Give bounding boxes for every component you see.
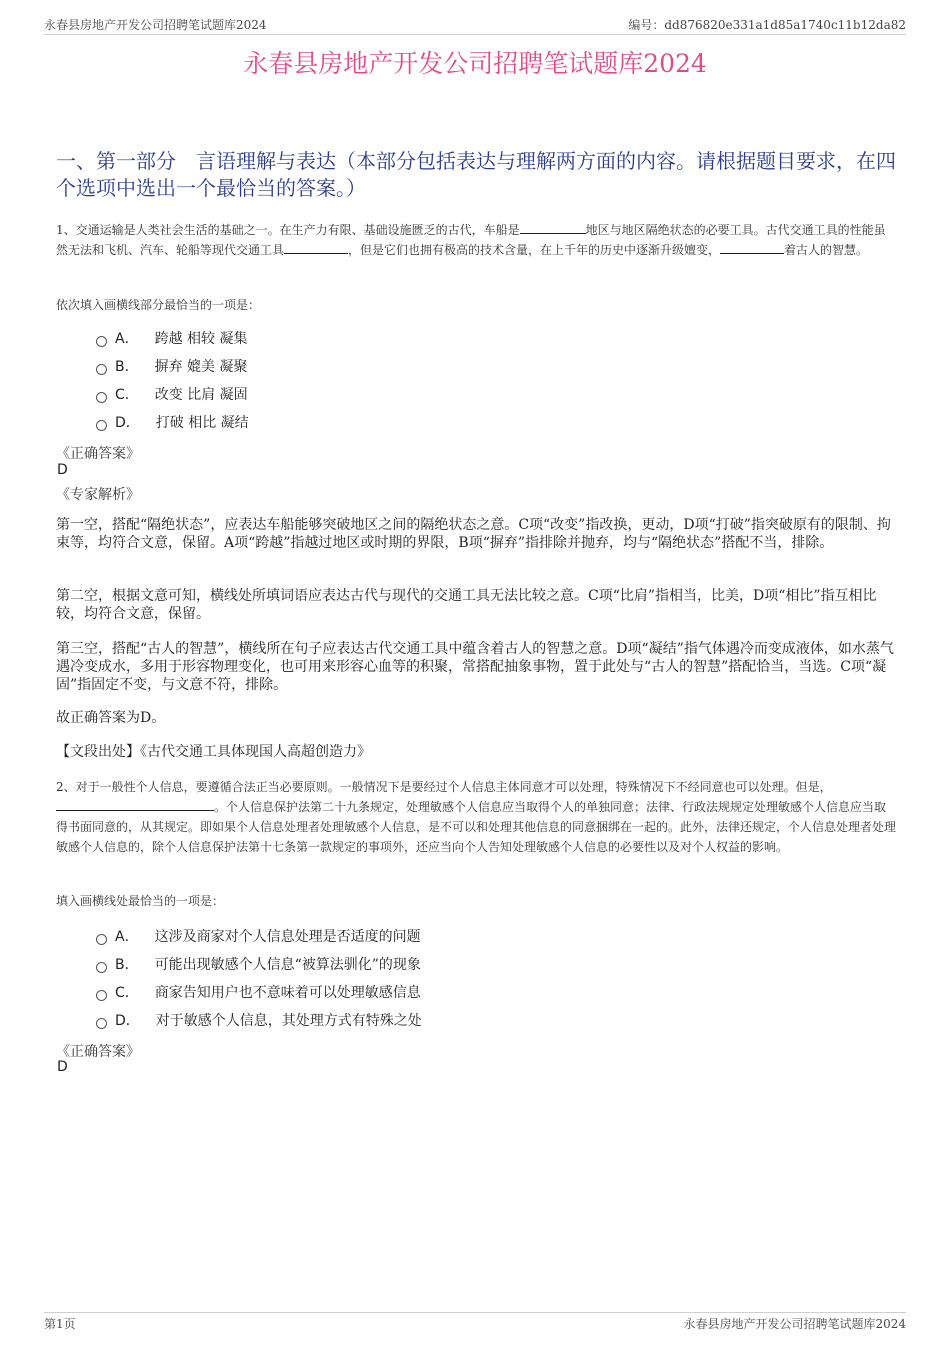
question-1-prompt: 依次填入画横线部分最恰当的一项是： [56, 298, 261, 312]
source-citation: 【文段出处】《古代交通工具体现国人高超创造力》 [56, 744, 371, 760]
page-title: 永春县房地产开发公司招聘笔试题库2024 [243, 49, 707, 78]
option-letter: A． [115, 929, 139, 945]
q2-option-c[interactable] [96, 981, 421, 1003]
q2-text-part: 2、对于一般性个人信息，要遵循合法正当必要原则。一般情况下是要经过个人信息主体同意才可以处理，特殊情况下不经同意也可以处理。但是， [56, 780, 832, 794]
fill-blank [520, 221, 586, 234]
q1-text-part: 着古人的智慧。 [784, 243, 869, 257]
radio-icon[interactable] [96, 392, 107, 403]
page-header [44, 14, 906, 35]
page-footer [44, 1312, 906, 1331]
option-text: 商家告知用户也不意味着可以处理敏感信息 [154, 985, 421, 1001]
radio-icon[interactable] [96, 934, 107, 945]
analysis-conclusion: 故正确答案为D。 [56, 710, 166, 726]
option-text: 跨越 相较 凝集 [154, 331, 248, 347]
header-doc-id: 编号：dd876820e331a1d85a1740c11b12da82 [628, 18, 906, 32]
section-heading: 一、第一部分 言语理解与表达（本部分包括表达与理解两方面的内容。请根据题目要求，在四个选项中选出一个最恰当的答案。） [56, 149, 896, 200]
analysis-paragraph-2: 第二空，根据文意可知，横线处所填词语应表达古代与现代的交通工具无法比较之意。C项“比肩”指相当，比美，D项“相比”指互相比较，均符合文意，保留。 [56, 588, 877, 622]
option-letter: C． [115, 387, 139, 403]
q1-text-part: ，但是它们也拥有极高的技术含量，在上千年的历史中逐渐升级嬗变， [348, 243, 721, 257]
option-letter: D． [115, 415, 140, 431]
option-letter: D． [115, 1013, 140, 1029]
fill-blank [720, 241, 784, 254]
q1-option-c[interactable] [96, 383, 248, 405]
option-text: 改变 比肩 凝固 [154, 387, 248, 403]
option-text: 可能出现敏感个人信息“被算法驯化”的现象 [154, 957, 421, 973]
q2-answer: D [57, 1059, 68, 1075]
q2-text-part: 。个人信息保护法第二十九条规定，处理敏感个人信息应当取得个人的单独同意；法律、行政法规规定处理敏感个人信息应当取得书面同意的，从其规定。即如果个人信息处理者处理敏感个人信息，是不可以和处理其他信息的同意捆绑在一起的。此外，法律还规定，个人信息处理者处理敏感个人信息的，除个人信息保护法第十七条第一款规定的事项外，还应当向个人告知处理敏感个人信息的必要性以及对个人权益的影响。 [56, 800, 897, 854]
option-letter: A． [115, 331, 139, 347]
q1-text-part: 地区与地区隔绝状态的必要工具。古代交通工具的性能虽然无法和飞机、汽车、轮船等现代交通工具 [56, 223, 886, 257]
option-text: 摒弃 媲美 凝聚 [154, 359, 248, 375]
page-number: 第1页 [44, 1317, 76, 1331]
option-letter: C． [115, 985, 139, 1001]
option-letter: B． [115, 957, 139, 973]
option-text: 对于敏感个人信息，其处理方式有特殊之处 [155, 1013, 422, 1029]
q2-option-d[interactable] [96, 1009, 422, 1031]
question-2-text [56, 777, 896, 857]
option-text: 这涉及商家对个人信息处理是否适度的问题 [154, 929, 421, 945]
q1-analysis-label: 《专家解析》 [56, 487, 140, 503]
q1-option-a[interactable] [96, 327, 247, 349]
q1-answer-label: 《正确答案》 [56, 446, 140, 462]
footer-doc-title: 永春县房地产开发公司招聘笔试题库2024 [683, 1317, 906, 1331]
q1-option-d[interactable] [96, 411, 249, 433]
analysis-paragraph-3: 第三空，搭配“古人的智慧”，横线所在句子应表达古代交通工具中蕴含着古人的智慧之意。D项“凝结”指气体遇冷而变成液体，如水蒸气遇冷变成水，多用于形容物理变化，也可用来形容心血等的积聚，常搭配抽象事物，置于此处与“古人的智慧”搭配恰当，当选。C项“凝固”指固定不变，与文意不符，排除。 [56, 641, 894, 693]
q1-answer: D [57, 462, 68, 478]
radio-icon[interactable] [96, 336, 107, 347]
fill-blank [56, 798, 214, 811]
q2-answer-label: 《正确答案》 [56, 1044, 140, 1060]
radio-icon[interactable] [96, 1018, 107, 1029]
radio-icon[interactable] [96, 364, 107, 375]
header-doc-title: 永春县房地产开发公司招聘笔试题库2024 [44, 18, 267, 32]
question-2-prompt: 填入画横线处最恰当的一项是： [56, 894, 225, 908]
radio-icon[interactable] [96, 990, 107, 1001]
question-1-text [56, 220, 896, 260]
radio-icon[interactable] [96, 420, 107, 431]
analysis-paragraph-1: 第一空，搭配“隔绝状态”，应表达车船能够突破地区之间的隔绝状态之意。C项“改变”指改换，更动，D项“打破”指突破原有的限制、拘束等，均符合文意，保留。A项“跨越”指越过地区或时期的界限，B项“摒弃”指排除并抛弃，均与“隔绝状态”搭配不当，排除。 [56, 517, 891, 551]
option-text: 打破 相比 凝结 [155, 415, 249, 431]
q1-text-part: 1、交通运输是人类社会生活的基础之一。在生产力有限、基础设施匮乏的古代，车船是 [56, 223, 520, 237]
q2-option-a[interactable] [96, 925, 421, 947]
option-letter: B． [115, 359, 139, 375]
radio-icon[interactable] [96, 962, 107, 973]
q1-option-b[interactable] [96, 355, 248, 377]
fill-blank [284, 241, 348, 254]
q2-option-b[interactable] [96, 953, 421, 975]
